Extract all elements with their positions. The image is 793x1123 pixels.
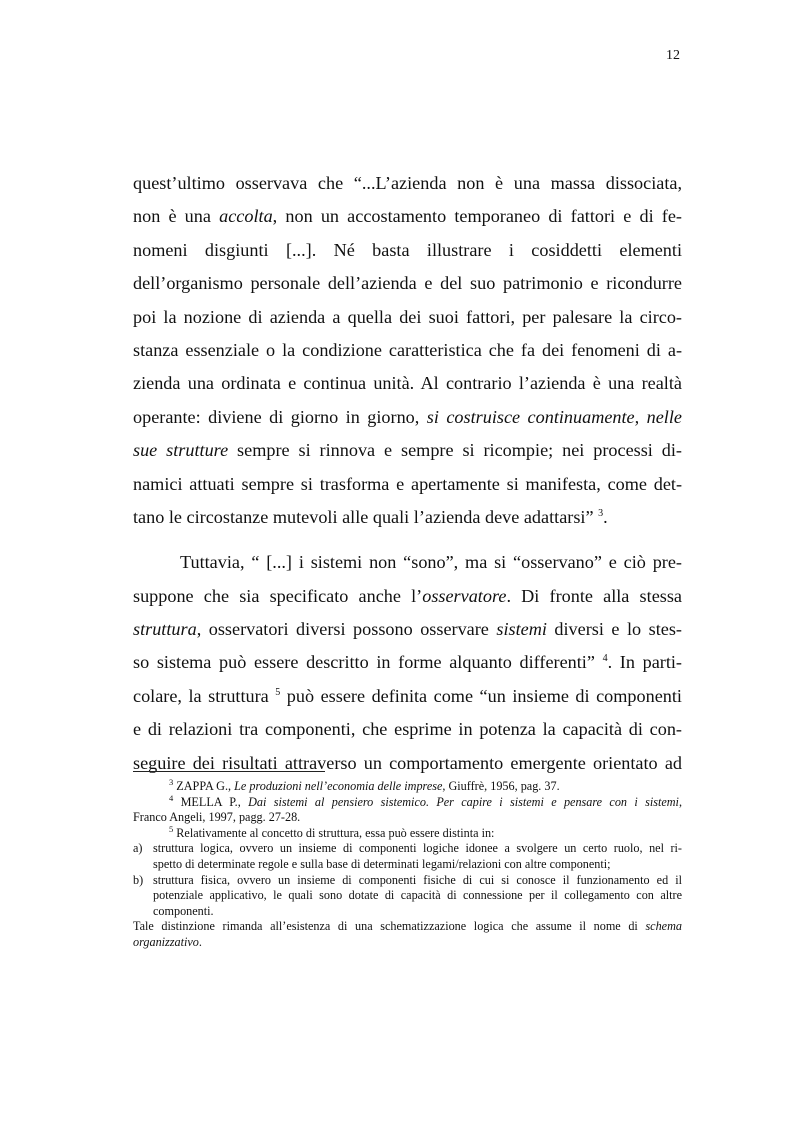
paragraph-2-line xyxy=(133,580,682,613)
page-number: 12 xyxy=(666,48,680,63)
paragraph-2-line xyxy=(133,680,682,713)
paragraph-1-line xyxy=(133,501,682,534)
book-title: Dai sistemi al pensiero sistemico. Per capire i sistemi e pensare con i sistemi xyxy=(248,794,679,809)
text-run: . In parti- xyxy=(607,652,682,673)
text-run: MELLA P., xyxy=(173,794,249,809)
paragraph-1-line xyxy=(133,401,682,434)
list-item-line: potenziale applicativo, le quali sono dotate di capacità di connessione per il collegamento con altre xyxy=(153,888,682,903)
text-run: e di relazioni tra componenti, che esprime in potenza la capacità di con- xyxy=(133,719,682,740)
paragraph-2-line xyxy=(133,646,682,679)
italic-phrase: sue strutture xyxy=(133,440,229,461)
list-marker: b) xyxy=(133,872,144,887)
text-run: zienda una ordinata e continua unità. Al contrario l’azienda è una realtà xyxy=(133,373,682,394)
footnote-5-closing xyxy=(133,919,682,935)
paragraph-1-line xyxy=(133,301,682,334)
text-run: Tuttavia, “ [...] i sistemi non “sono”, ma si “osservano” e ciò pre- xyxy=(180,552,682,573)
paragraph-1-line xyxy=(133,334,682,367)
footnote-3 xyxy=(133,779,682,795)
footnote-number: 3 xyxy=(169,777,174,787)
footnote-5 xyxy=(133,823,682,842)
footnote-ref: 3 xyxy=(598,507,604,519)
text-run: , xyxy=(678,794,682,809)
paragraph-1-line xyxy=(133,468,682,501)
list-item-line: struttura fisica, ovvero un insieme di componenti fisiche di cui si conosce il funzionamento ed il xyxy=(153,872,682,887)
paragraph-1-line xyxy=(133,367,682,400)
italic-term: organizzativo xyxy=(133,934,199,949)
italic-term: struttura xyxy=(133,619,197,640)
text-run: seguire dei risultati attraverso un comportamento emergente orientato ad xyxy=(133,752,682,773)
text-run: . xyxy=(603,506,608,527)
footnote-5-closing-continued xyxy=(133,935,682,951)
paragraph-1-line xyxy=(133,267,682,300)
footnote-4-continued xyxy=(133,810,682,826)
footnote-number: 5 xyxy=(169,823,174,834)
body-text xyxy=(133,167,682,780)
paragraph-1-line xyxy=(133,167,682,200)
text-run: non è una xyxy=(133,206,220,227)
list-marker: a) xyxy=(133,841,143,856)
text-run: namici attuati sempre si trasforma e apertamente si manifesta, come det- xyxy=(133,473,682,494)
footnote-separator xyxy=(133,771,325,772)
list-item-line: componenti. xyxy=(153,903,214,918)
text-run: Tale distinzione rimanda all’esistenza di una schematizzazione logica che assume il nome di xyxy=(133,919,646,934)
text-run: poi la nozione di azienda a quella dei suoi fattori, per palesare la circo- xyxy=(133,306,682,327)
paragraph-2-line xyxy=(133,546,682,579)
text-run: operante: diviene di giorno in giorno, xyxy=(133,406,427,427)
paragraph-1-line xyxy=(133,234,682,267)
text-run: , osservatori diversi possono osservare xyxy=(196,619,497,640)
text-run: so sistema può essere descritto in forme alquanto differenti” xyxy=(133,652,603,673)
text-run: ZAPPA G., xyxy=(173,779,235,793)
footnote-ref: 5 xyxy=(275,686,281,698)
paragraph-1-line xyxy=(133,434,682,467)
paragraph-2-line xyxy=(133,713,682,746)
footnote-4 xyxy=(133,792,682,811)
italic-term: osservatore xyxy=(422,585,507,606)
footnotes xyxy=(133,779,682,951)
book-title: Le produzioni nell’economia delle imprese xyxy=(234,779,443,793)
footnote-list-item-b xyxy=(133,873,682,920)
text-run: Franco Angeli, 1997, pagg. 27-28. xyxy=(133,810,301,825)
text-run: nomeni disgiunti [...]. Né basta illustrare i cosiddetti elementi xyxy=(133,239,682,260)
text-run: . xyxy=(198,934,202,949)
italic-term: schema xyxy=(645,919,682,934)
text-run: suppone che sia specificato anche l’ xyxy=(133,585,423,606)
text-run: stanza essenziale o la condizione caratteristica che fa dei fenomeni di a- xyxy=(133,339,682,360)
footnote-list-item-a xyxy=(133,841,682,872)
text-run: colare, la struttura xyxy=(133,685,276,706)
list-item-line: struttura logica, ovvero un insieme di componenti logiche idonee a svolgere un certo ruolo, nel ri- xyxy=(153,841,682,856)
text-run: diversi e lo stes- xyxy=(546,619,682,640)
text-run: dell’organismo personale dell’azienda e del suo patrimonio e ricondurre xyxy=(133,273,682,294)
text-run: Relativamente al concetto di struttura, essa può essere distinta in: xyxy=(173,825,495,840)
text-run: tano le circostanze mutevoli alle quali l’azienda deve adattarsi” xyxy=(133,506,599,527)
italic-term: sistemi xyxy=(496,619,547,640)
text-run: può essere definita come “un insieme di componenti xyxy=(280,685,682,706)
text-run: quest’ultimo osservava che “...L’azienda non è una massa dissociata, xyxy=(133,173,682,193)
paragraph-2-line xyxy=(133,613,682,646)
paragraph-1-line xyxy=(133,200,682,233)
text-run: . Di fronte alla stessa xyxy=(506,585,682,606)
italic-term: accolta xyxy=(219,206,273,227)
text-run: sempre si rinnova e sempre si ricompie; nei processi di- xyxy=(228,440,682,461)
footnote-ref: 4 xyxy=(602,653,608,665)
italic-phrase: si costruisce continuamente, nelle xyxy=(426,406,682,427)
paragraph-2-line xyxy=(133,747,682,780)
footnote-number: 4 xyxy=(169,792,174,803)
list-item-line: spetto di determinate regole e sulla base di determinati legami/relazioni con altre componenti; xyxy=(153,856,611,871)
text-run: , non un accostamento temporaneo di fattori e di fe- xyxy=(272,206,682,227)
text-run: , Giuffrè, 1956, pag. 37. xyxy=(442,779,560,793)
